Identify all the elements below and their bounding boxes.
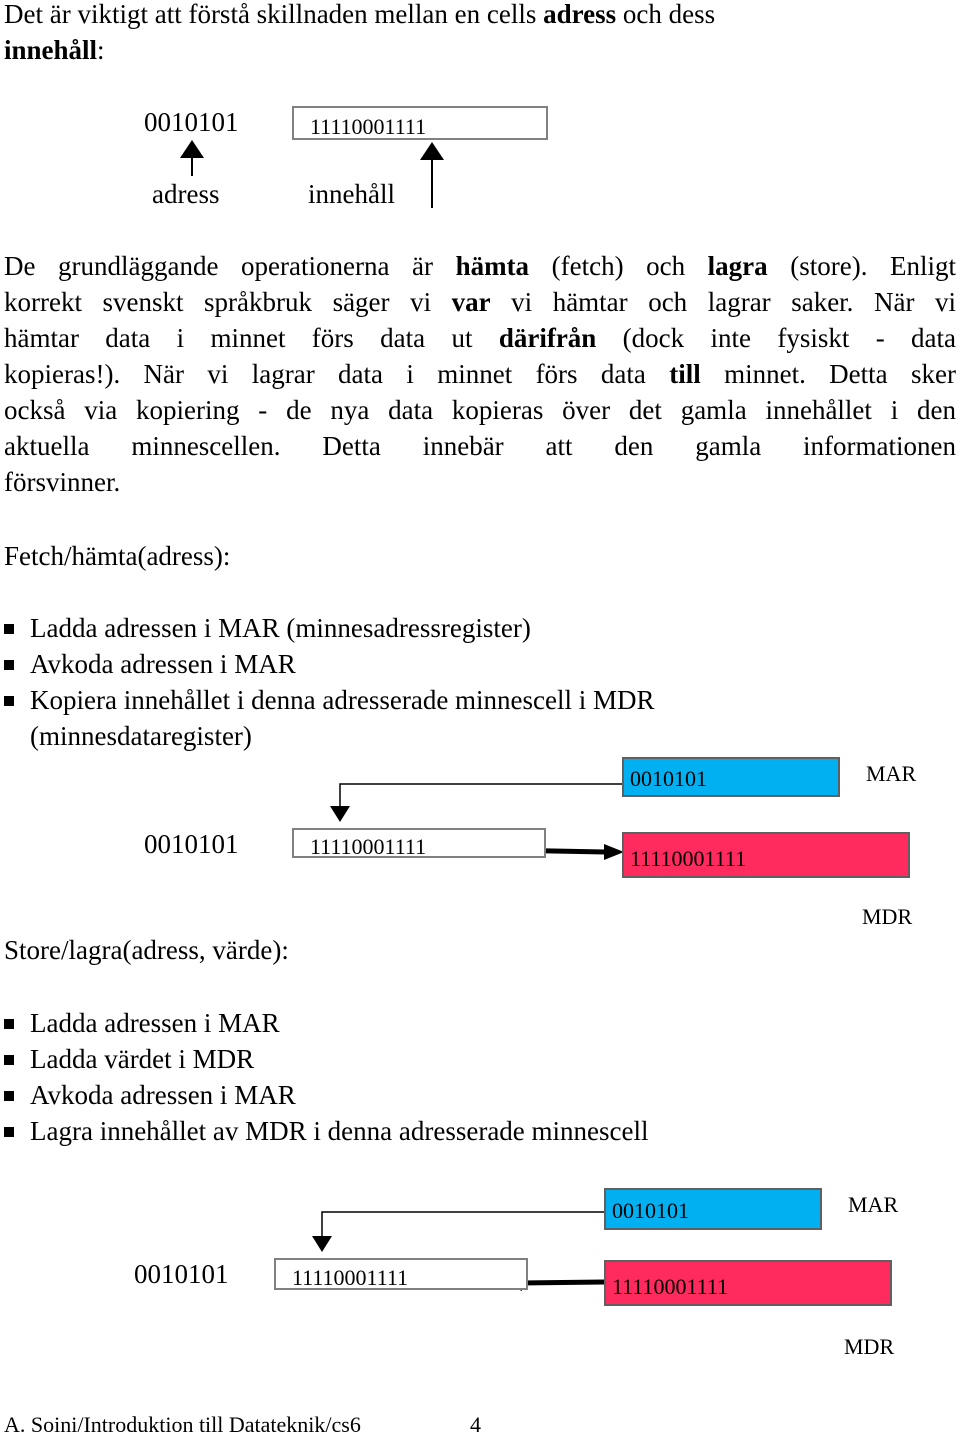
intro-bold-innehall: innehåll [4, 35, 98, 65]
store-step: Ladda adressen i MAR [4, 1005, 280, 1041]
fetch-address: 0010101 [144, 829, 239, 859]
fetch-memory-cell [292, 828, 546, 858]
mar-connector-line [322, 1212, 604, 1236]
memory-content: 11110001111 [292, 1265, 409, 1290]
mdr-value: 11110001111 [612, 1274, 729, 1299]
store-mar-label: MAR [848, 1192, 899, 1217]
fetch-mar-register [622, 757, 840, 797]
figure1-address: 0010101 [144, 107, 239, 137]
intro-text: Det är viktigt att förstå skillnaden mellan en cells [4, 0, 544, 29]
fetch-step: Ladda adressen i MAR (minnesadressregister) [4, 610, 531, 646]
figure1-address-label: adress [152, 179, 220, 209]
memory-content: 11110001111 [310, 834, 427, 859]
paragraph-line: aktuella minnescellen. Detta innebär att den gamla informationen [4, 431, 956, 461]
fetch-step: Avkoda adressen i MAR [4, 646, 296, 682]
fetch-step-continuation: (minnesdataregister) [30, 721, 252, 751]
paragraph-line: också via kopiering - de nya data kopieras över det gamla innehållet i den [4, 395, 956, 425]
arrow-down-icon [330, 806, 350, 822]
figure1-content: 11110001111 [310, 114, 427, 139]
footer-source: A. Soini/Introduktion till Datateknik/cs6 [4, 1412, 361, 1437]
fetch-heading: Fetch/hämta(adress): [4, 541, 231, 571]
bullet-icon [4, 1019, 14, 1029]
bullet-icon [4, 696, 14, 706]
bullet-icon [4, 624, 14, 634]
arrow-up-icon [180, 140, 204, 158]
store-step: Avkoda adressen i MAR [4, 1077, 296, 1113]
bullet-icon [4, 1127, 14, 1137]
mar-connector-line [340, 784, 622, 806]
arrow-down-icon [312, 1236, 332, 1252]
store-memory-cell [274, 1258, 528, 1290]
store-mdr-register [604, 1260, 892, 1306]
arrow-right-icon [604, 844, 624, 860]
footer-page-number: 4 [470, 1412, 481, 1437]
bullet-icon [4, 1055, 14, 1065]
paragraph-operations [4, 248, 956, 500]
intro-text: och dess [616, 0, 716, 29]
paragraph-line: hämtar data i minnet förs data ut därifrån (dock inte fysiskt - data [4, 323, 956, 353]
fetch-mdr-label: MDR [862, 904, 913, 929]
paragraph-line: försvinner. [4, 467, 121, 497]
fetch-mar-label: MAR [866, 761, 917, 786]
arrow-up-icon [420, 142, 444, 160]
intro-text: : [97, 35, 105, 65]
mdr-value: 11110001111 [630, 846, 747, 871]
bullet-icon [4, 1091, 14, 1101]
store-mar-register [604, 1188, 822, 1230]
bullet-icon [4, 660, 14, 670]
fetch-step: Kopiera innehållet i denna adresserade minnescell i MDR [4, 682, 655, 718]
store-heading: Store/lagra(adress, värde): [4, 935, 289, 965]
store-mdr-label: MDR [844, 1334, 895, 1359]
store-copy-arrow [520, 1282, 604, 1283]
store-step: Lagra innehållet av MDR i denna adresserade minnescell [4, 1113, 649, 1149]
intro-bold-adress: adress [543, 0, 617, 29]
fetch-mdr-register [622, 832, 910, 878]
paragraph-line: korrekt svenskt språkbruk säger vi var vi hämtar och lagrar saker. När vi [4, 287, 956, 317]
mar-value: 0010101 [612, 1198, 689, 1223]
store-address: 0010101 [134, 1259, 229, 1289]
mar-value: 0010101 [630, 766, 707, 791]
store-step: Ladda värdet i MDR [4, 1041, 254, 1077]
paragraph-line: De grundläggande operationerna är hämta (fetch) och lagra (store). Enligt [4, 251, 956, 281]
paragraph-line: kopieras!). När vi lagrar data i minnet förs data till minnet. Detta sker [4, 359, 956, 389]
figure1-content-label: innehåll [308, 179, 395, 209]
